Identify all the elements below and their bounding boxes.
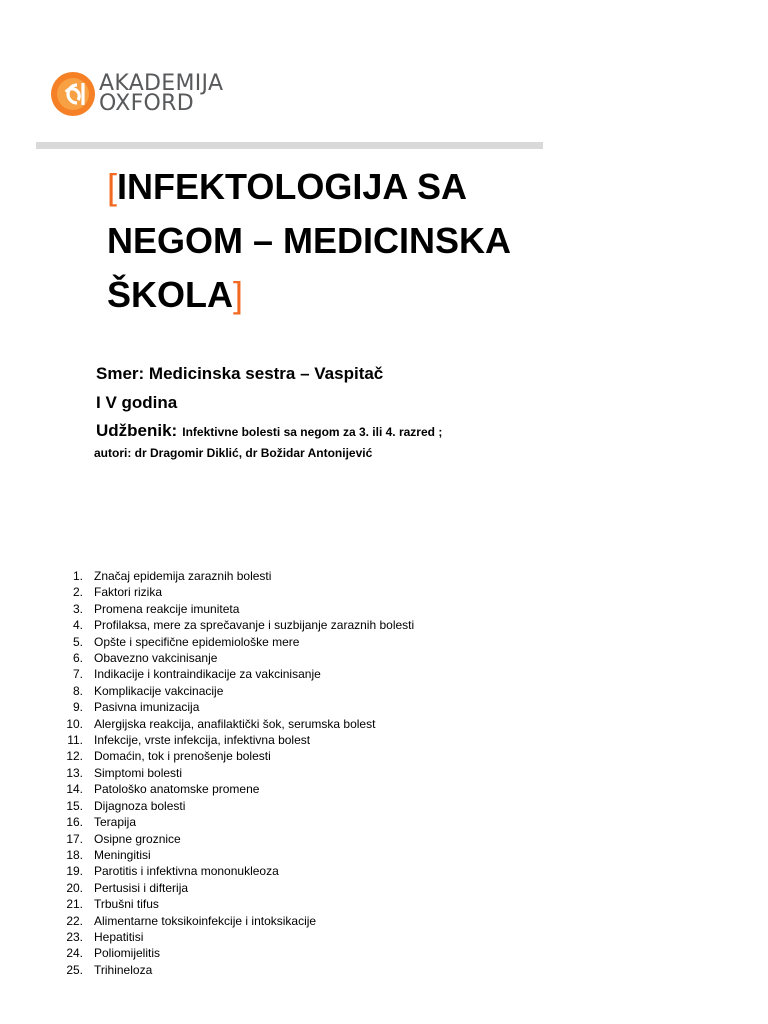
topic-text: Pasivna imunizacija bbox=[94, 700, 200, 715]
topic-text: Terapija bbox=[94, 815, 137, 830]
topic-item bbox=[54, 945, 414, 961]
topic-text: Pertusisi i difterija bbox=[94, 880, 189, 895]
topic-text: Opšte i specifične epidemiološke mere bbox=[94, 634, 300, 649]
akademija-oxford-logo bbox=[50, 71, 223, 117]
topic-number: 8. bbox=[72, 683, 83, 698]
topic-number: 25. bbox=[66, 962, 83, 977]
topic-number: 13. bbox=[66, 765, 83, 780]
topic-text: Poliomijelitis bbox=[94, 946, 161, 961]
topic-item bbox=[54, 765, 414, 781]
topic-number: 14. bbox=[66, 782, 83, 797]
topic-item bbox=[54, 847, 414, 863]
topic-number: 18. bbox=[66, 847, 83, 862]
topic-number: 9. bbox=[72, 700, 83, 715]
topic-text: Trihineloza bbox=[94, 962, 153, 977]
topic-item bbox=[54, 798, 414, 814]
topic-text: Alergijska reakcija, anafilaktički šok, serumska bolest bbox=[94, 716, 376, 731]
title-open-bracket: [ bbox=[107, 166, 118, 207]
topic-item bbox=[54, 584, 414, 600]
topic-text: Trbušni tifus bbox=[94, 897, 159, 912]
title-close-bracket: ] bbox=[233, 274, 244, 315]
topic-item bbox=[54, 601, 414, 617]
topic-number: 5. bbox=[72, 634, 83, 649]
topic-item bbox=[54, 699, 414, 715]
topic-number: 21. bbox=[66, 897, 83, 912]
document-title bbox=[107, 160, 547, 322]
topic-text: Alimentarne toksikoinfekcije i intoksikacije bbox=[94, 913, 317, 928]
topic-text: Domaćin, tok i prenošenje bolesti bbox=[94, 749, 271, 764]
topic-text: Patološko anatomske promene bbox=[94, 782, 260, 797]
topic-item bbox=[54, 617, 414, 633]
logo-wordmark bbox=[99, 71, 224, 116]
logo-line-2: OXFORD bbox=[99, 91, 194, 116]
topic-text: Infekcije, vrste infekcija, infektivna bolest bbox=[94, 733, 311, 748]
topic-number: 2. bbox=[72, 585, 83, 600]
topic-number: 24. bbox=[66, 946, 83, 961]
topic-text: Dijagnoza bolesti bbox=[94, 798, 186, 813]
course-year: I V godina bbox=[96, 393, 178, 412]
topic-item bbox=[54, 814, 414, 830]
topic-item bbox=[54, 962, 414, 978]
topic-number: 22. bbox=[66, 913, 83, 928]
topic-item bbox=[54, 781, 414, 797]
title-text: INFEKTOLOGIJA SA NEGOM – MEDICINSKA ŠKOLA bbox=[107, 166, 510, 315]
topic-text: Obavezno vakcinisanje bbox=[94, 651, 218, 666]
textbook-label: Udžbenik: bbox=[96, 421, 178, 440]
textbook-authors: autori: dr Dragomir Diklić, dr Božidar Antonijević bbox=[94, 446, 373, 460]
topic-text: Meningitisi bbox=[94, 847, 151, 862]
topic-item bbox=[54, 650, 414, 666]
topic-number: 23. bbox=[66, 929, 83, 944]
logo-mark-icon bbox=[50, 71, 96, 117]
textbook-line bbox=[96, 421, 442, 441]
topic-list bbox=[54, 568, 414, 978]
topic-number: 16. bbox=[66, 815, 83, 830]
topic-item bbox=[54, 831, 414, 847]
topic-number: 12. bbox=[66, 749, 83, 764]
topic-item bbox=[54, 732, 414, 748]
topic-item bbox=[54, 666, 414, 682]
topic-number: 10. bbox=[66, 716, 83, 731]
topic-number: 7. bbox=[72, 667, 83, 682]
topic-item bbox=[54, 716, 414, 732]
textbook-title: Infektivne bolesti sa negom za 3. ili 4. razred ; bbox=[182, 425, 443, 439]
topic-number: 11. bbox=[67, 733, 83, 748]
topic-number: 20. bbox=[66, 880, 83, 895]
topic-item bbox=[54, 634, 414, 650]
topic-text: Faktori rizika bbox=[94, 585, 163, 600]
topic-text: Parotitis i infektivna mononukleoza bbox=[94, 864, 279, 879]
topic-number: 19. bbox=[66, 864, 83, 879]
topic-text: Promena reakcije imuniteta bbox=[94, 601, 240, 616]
topic-item bbox=[54, 929, 414, 945]
topic-number: 6. bbox=[72, 651, 83, 666]
topic-item bbox=[54, 863, 414, 879]
topic-item bbox=[54, 896, 414, 912]
topic-item bbox=[54, 748, 414, 764]
topic-text: Osipne groznice bbox=[94, 831, 181, 846]
topic-item bbox=[54, 683, 414, 699]
topic-number: 4. bbox=[72, 618, 83, 633]
logo-line-1: AKADEMIJA bbox=[99, 71, 224, 96]
topic-number: 17. bbox=[66, 831, 83, 846]
topic-text: Komplikacije vakcinacije bbox=[94, 683, 224, 698]
course-direction: Smer: Medicinska sestra – Vaspitač bbox=[96, 364, 384, 383]
topic-item bbox=[54, 568, 414, 584]
topic-number: 3. bbox=[72, 601, 83, 616]
topic-text: Simptomi bolesti bbox=[94, 765, 183, 780]
topic-item bbox=[54, 913, 414, 929]
topic-number: 1. bbox=[72, 569, 83, 583]
topic-number: 15. bbox=[66, 798, 83, 813]
topic-text: Značaj epidemija zaraznih bolesti bbox=[94, 569, 272, 583]
topic-item bbox=[54, 880, 414, 896]
topic-text: Indikacije i kontraindikacije za vakcinisanje bbox=[94, 667, 321, 682]
topic-text: Hepatitisi bbox=[94, 929, 144, 944]
header-divider bbox=[36, 142, 543, 149]
topic-text: Profilaksa, mere za sprečavanje i suzbijanje zaraznih bolesti bbox=[94, 618, 415, 633]
